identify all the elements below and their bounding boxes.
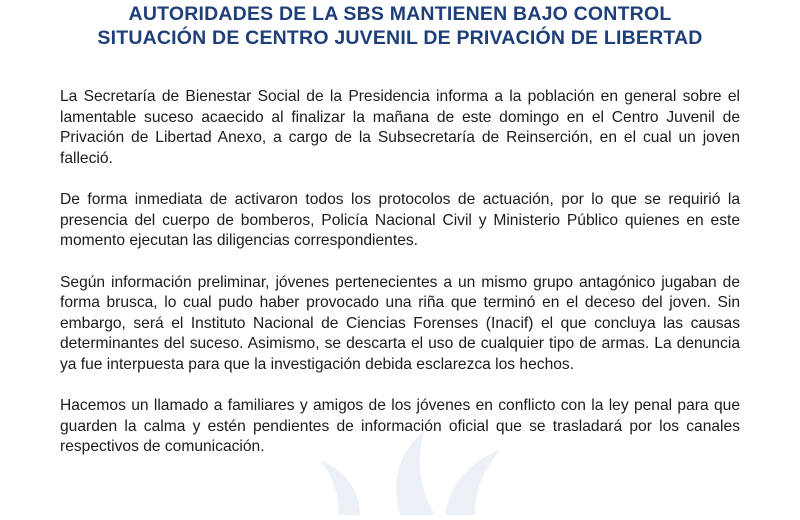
paragraph-4: Hacemos un llamado a familiares y amigos de los jóvenes en conflicto con la ley penal para que guarden la calma y estén pendientes de información oficial que se trasladará por los canales respectivos de comunicación. — [60, 397, 740, 455]
document-title — [0, 2, 800, 50]
paragraph-3: Según información preliminar, jóvenes pertenecientes a un mismo grupo antagónico jugaban de forma brusca, lo cual pudo haber provocado una riña que terminó en el deceso del joven. Sin embargo, será el Instituto Nacional de Ciencias Forenses (Inacif) el que concluya las causas determinantes del suceso. Asimismo, se descarta el uso de cualquier tipo de armas. La denuncia ya fue interpuesta para que la investigación debida esclarezca los hechos. — [60, 273, 740, 373]
paragraph-1: La Secretaría de Bienestar Social de la Presidencia informa a la población en general sobre el lamentable suceso acaecido al finalizar la mañana de este domingo en el Centro Juvenil de Privación de Libertad Anexo, a cargo de la Subsecretaría de Reinserción, en el cual un joven falleció. — [60, 88, 740, 167]
title-line-1: AUTORIDADES DE LA SBS MANTIENEN BAJO CONTROL — [128, 3, 672, 25]
title-line-2: SITUACIÓN DE CENTRO JUVENIL DE PRIVACIÓN DE LIBERTAD — [97, 27, 703, 49]
paragraph-2: De forma inmediata de activaron todos los protocolos de actuación, por lo que se requirió la presencia del cuerpo de bomberos, Policía Nacional Civil y Ministerio Público quienes en este momento ejecutan las diligencias correspondientes. — [60, 191, 740, 249]
watermark-emblem-icon — [250, 420, 570, 520]
